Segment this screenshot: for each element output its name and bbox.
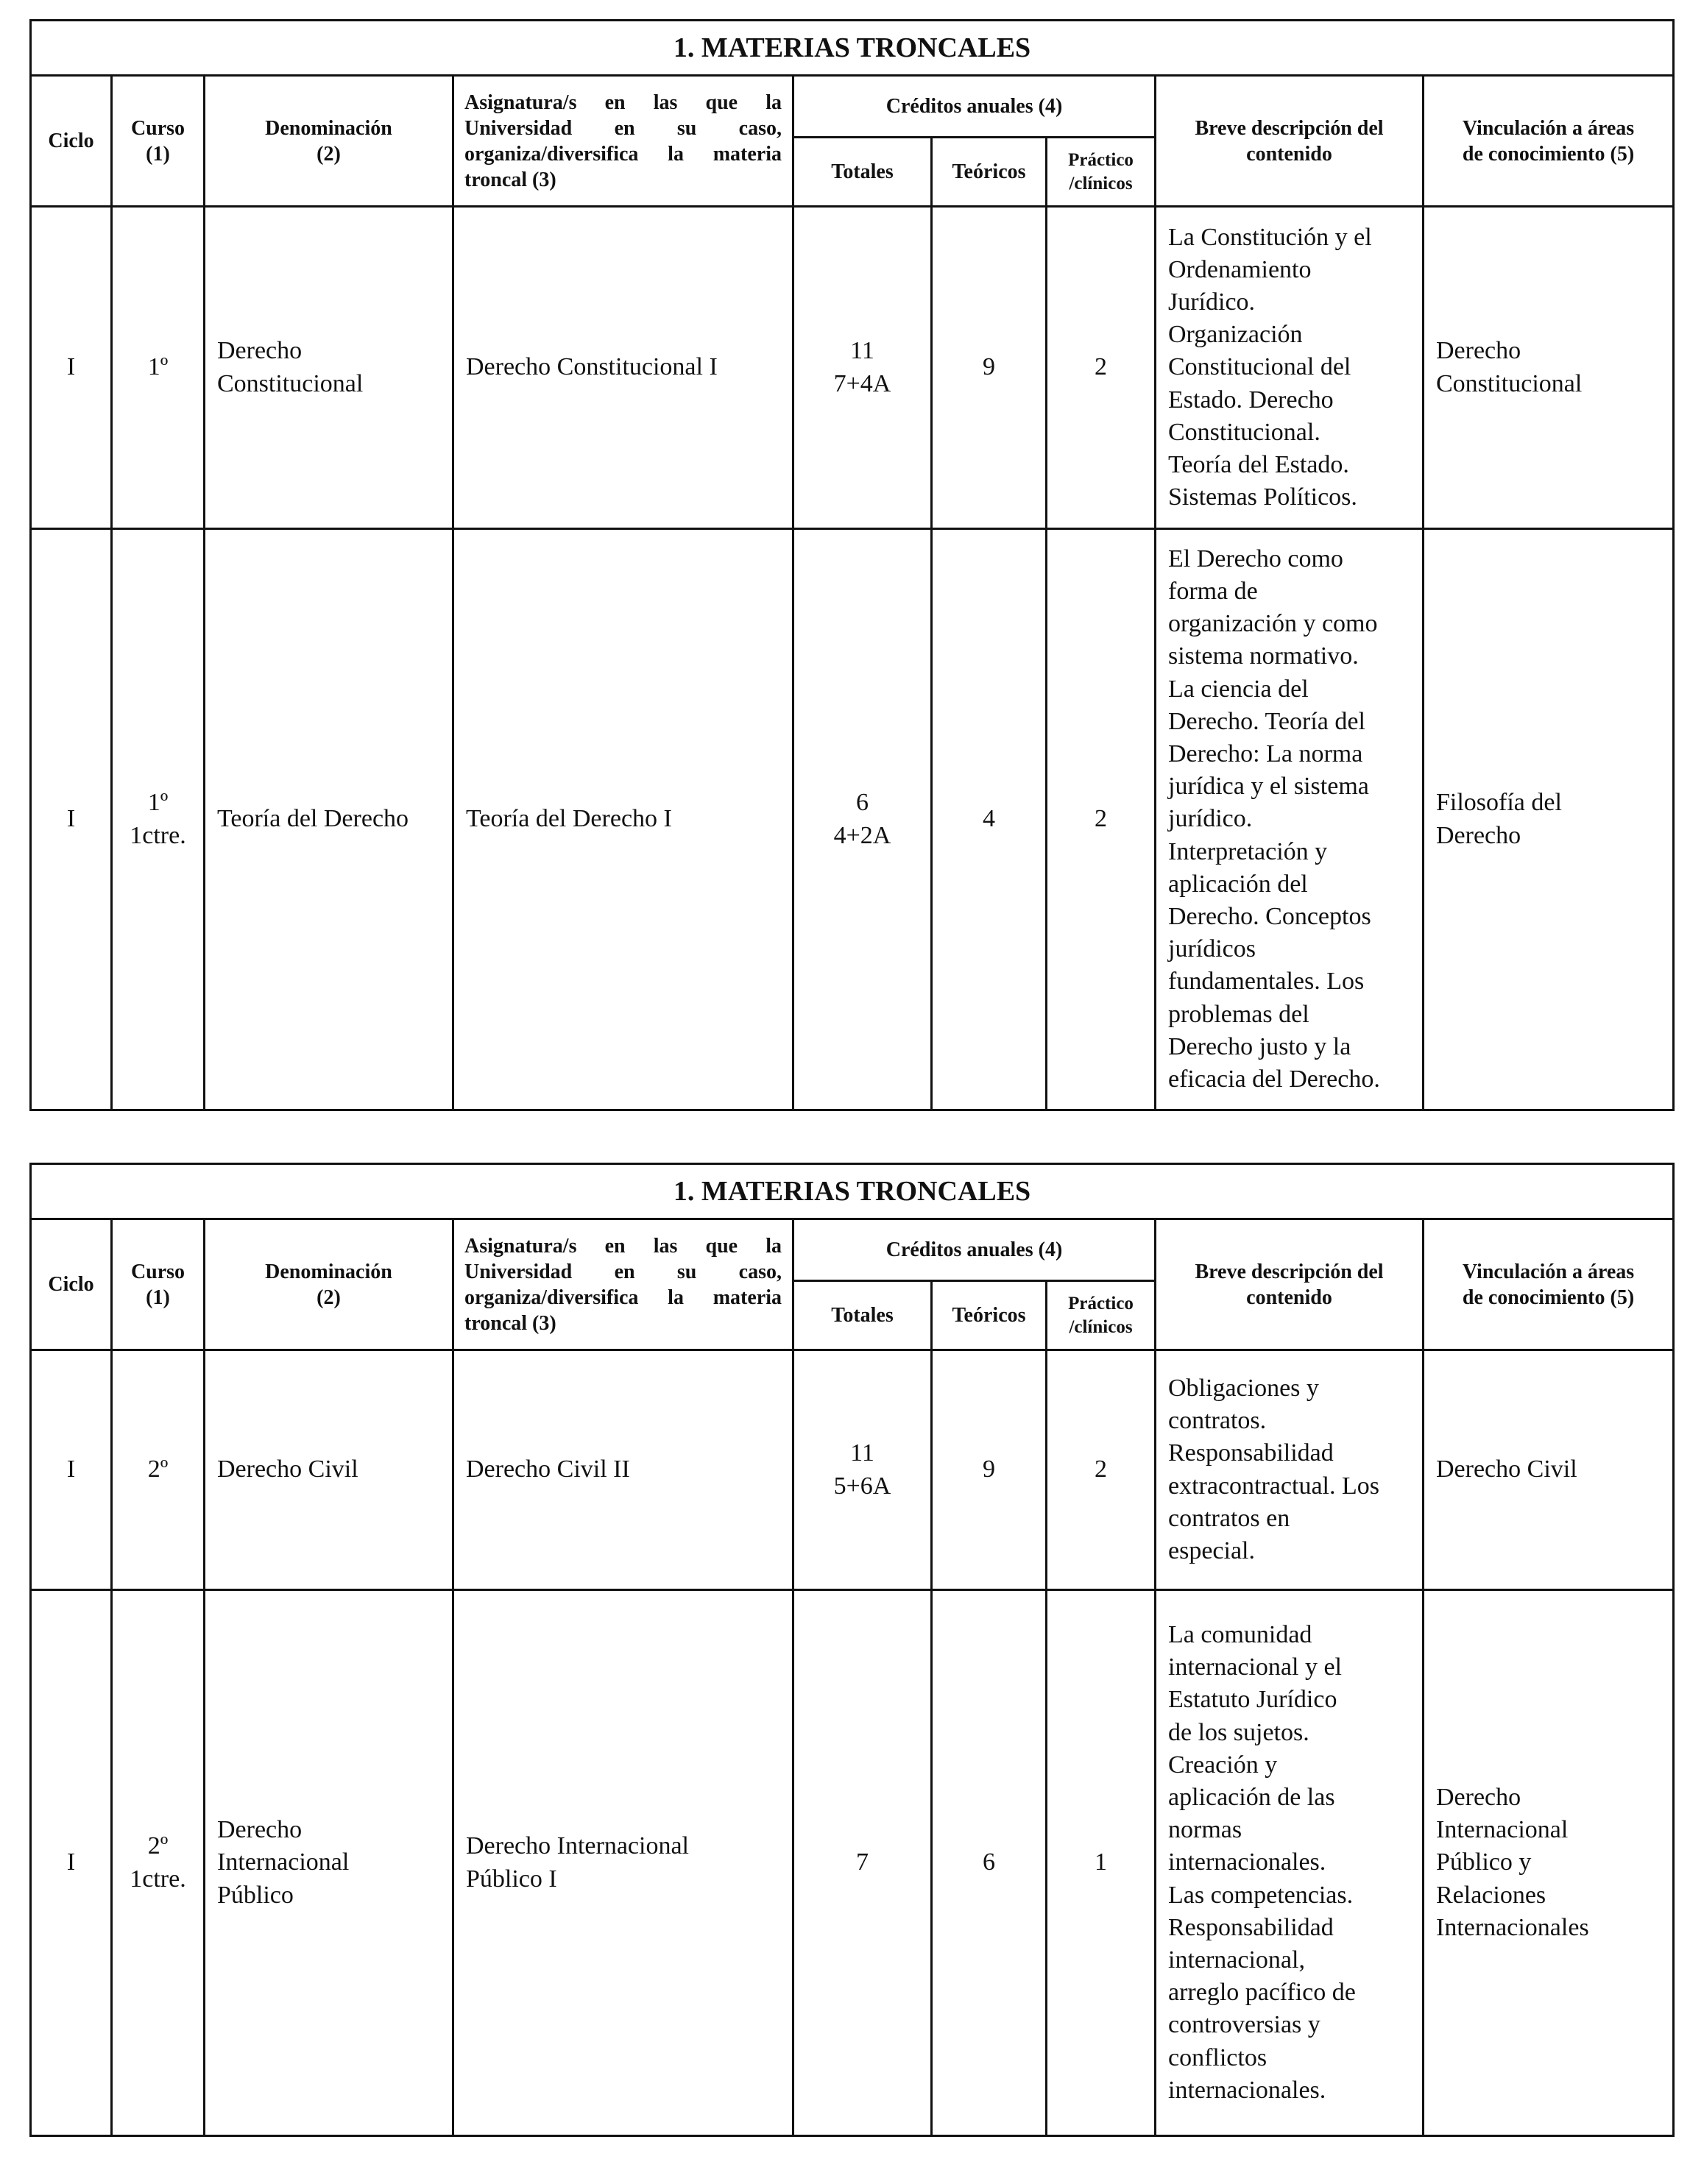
table-title: 1. MATERIAS TRONCALES (31, 1164, 1674, 1219)
cell-teoricos: 4 (932, 529, 1047, 1110)
header-totales: Totales (793, 1281, 932, 1350)
cell-denominacion: Derecho Constitucional (205, 207, 453, 529)
cell-ciclo: I (31, 529, 112, 1110)
cell-curso: 2º 1ctre. (112, 1590, 205, 2136)
header-teoricos: Teóricos (932, 138, 1047, 207)
cell-ciclo: I (31, 207, 112, 529)
header-practicos: Práctico /clínicos (1047, 138, 1156, 207)
cell-totales: 6 4+2A (793, 529, 932, 1110)
cell-descripcion: La Constitución y el Ordenamiento Jurídico. Organización Constitucional del Estado. Derecho Constitucional. Teoría del Estado. Sistemas Políticos. (1156, 207, 1424, 529)
table-row (31, 1590, 1674, 2136)
cell-totales: 7 (793, 1590, 932, 2136)
header-vinculacion: Vinculación a áreas de conocimiento (5) (1424, 1219, 1674, 1350)
cell-descripcion: Obligaciones y contratos. Responsabilidad extracontractual. Los contratos en especial. (1156, 1350, 1424, 1590)
cell-descripcion: La comunidad internacional y el Estatuto Jurídico de los sujetos. Creación y aplicación de las normas internacionales. Las competencias. Responsabilidad internacional, arreglo pacífico de controversias y conflictos internacionales. (1156, 1590, 1424, 2136)
materias-troncales-table-1 (29, 19, 1675, 1111)
cell-vinculacion: Filosofía del Derecho (1424, 529, 1674, 1110)
cell-curso: 2º (112, 1350, 205, 1590)
cell-totales: 11 5+6A (793, 1350, 932, 1590)
header-descripcion: Breve descripción del contenido (1156, 1219, 1424, 1350)
header-curso: Curso (1) (112, 1219, 205, 1350)
header-curso: Curso (1) (112, 76, 205, 207)
cell-vinculacion: Derecho Constitucional (1424, 207, 1674, 529)
table-row (31, 1350, 1674, 1590)
cell-practicos: 2 (1047, 207, 1156, 529)
cell-teoricos: 9 (932, 207, 1047, 529)
cell-teoricos: 6 (932, 1590, 1047, 2136)
cell-asignatura: Teoría del Derecho I (453, 529, 793, 1110)
header-creditos: Créditos anuales (4) (793, 76, 1156, 138)
header-descripcion: Breve descripción del contenido (1156, 76, 1424, 207)
cell-curso: 1º 1ctre. (112, 529, 205, 1110)
header-ciclo: Ciclo (31, 1219, 112, 1350)
header-ciclo: Ciclo (31, 76, 112, 207)
cell-asignatura: Derecho Internacional Público I (453, 1590, 793, 2136)
table-row (31, 529, 1674, 1110)
header-teoricos: Teóricos (932, 1281, 1047, 1350)
cell-denominacion: Derecho Internacional Público (205, 1590, 453, 2136)
header-vinculacion: Vinculación a áreas de conocimiento (5) (1424, 76, 1674, 207)
cell-vinculacion: Derecho Civil (1424, 1350, 1674, 1590)
cell-descripcion: El Derecho como forma de organización y como sistema normativo. La ciencia del Derecho. Teoría del Derecho: La norma jurídica y el sistema jurídico. Interpretación y aplicación del Derecho. Conceptos jurídicos fundamentales. Los problemas del Derecho justo y la eficacia del Derecho. (1156, 529, 1424, 1110)
cell-practicos: 2 (1047, 529, 1156, 1110)
header-totales: Totales (793, 138, 932, 207)
cell-teoricos: 9 (932, 1350, 1047, 1590)
cell-vinculacion: Derecho Internacional Público y Relaciones Internacionales (1424, 1590, 1674, 2136)
cell-practicos: 2 (1047, 1350, 1156, 1590)
cell-ciclo: I (31, 1350, 112, 1590)
cell-totales: 11 7+4A (793, 207, 932, 529)
cell-denominacion: Derecho Civil (205, 1350, 453, 1590)
header-asignatura: Asignatura/s en las que la Universidad en su caso, organiza/diversifica la materia troncal (3) (453, 1219, 793, 1350)
materias-troncales-table-2 (29, 1163, 1675, 2137)
cell-curso: 1º (112, 207, 205, 529)
cell-ciclo: I (31, 1590, 112, 2136)
table-title: 1. MATERIAS TRONCALES (31, 21, 1674, 76)
cell-practicos: 1 (1047, 1590, 1156, 2136)
table-row (31, 207, 1674, 529)
header-denominacion: Denominación (2) (205, 76, 453, 207)
header-creditos: Créditos anuales (4) (793, 1219, 1156, 1281)
cell-asignatura: Derecho Civil II (453, 1350, 793, 1590)
cell-asignatura: Derecho Constitucional I (453, 207, 793, 529)
cell-denominacion: Teoría del Derecho (205, 529, 453, 1110)
header-asignatura: Asignatura/s en las que la Universidad en su caso, organiza/diversifica la materia troncal (3) (453, 76, 793, 207)
header-practicos: Práctico /clínicos (1047, 1281, 1156, 1350)
header-denominacion: Denominación (2) (205, 1219, 453, 1350)
